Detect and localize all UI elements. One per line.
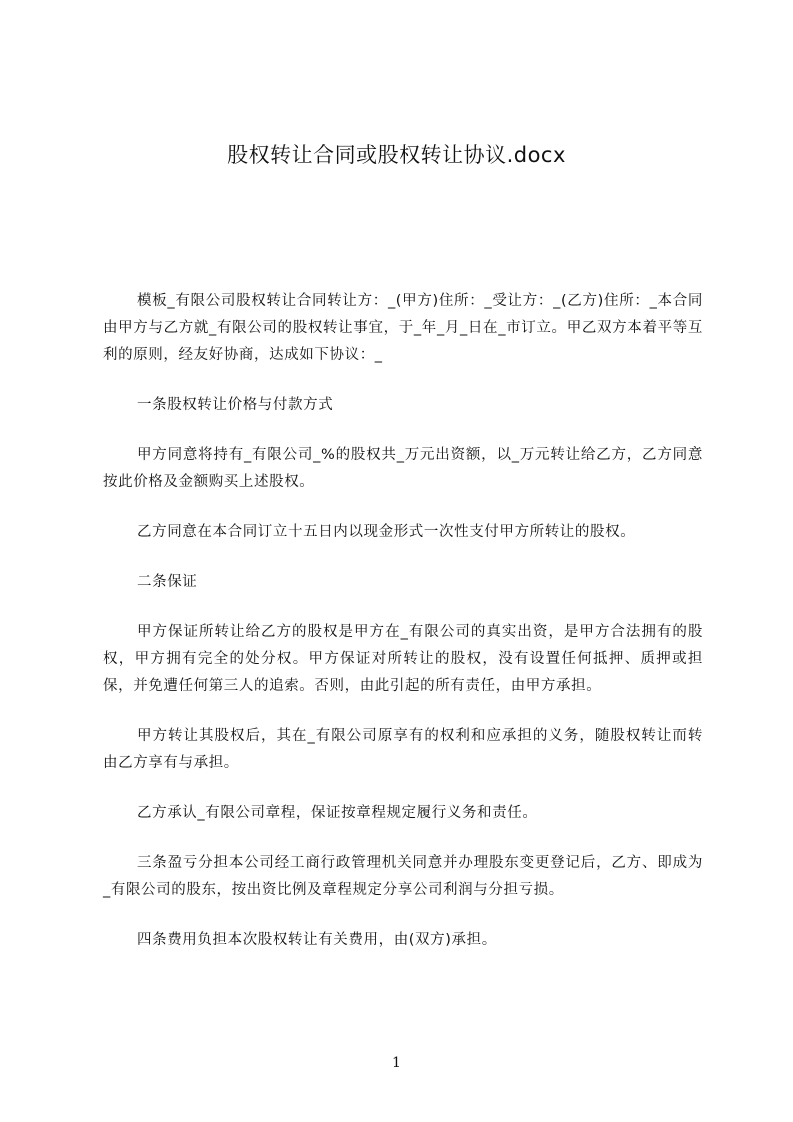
section-heading-1: 一条股权转让价格与付款方式: [137, 397, 334, 413]
paragraph-profit-loss: 三条盈亏分担本公司经工商行政管理机关同意并办理股东变更登记后，乙方、即成为_有限公司的股东，按出资比例及章程规定分享公司利润与分担亏损。: [103, 855, 703, 898]
paragraph-payment: 乙方同意在本合同订立十五日内以现金形式一次性支付甲方所转让的股权。: [137, 524, 636, 540]
paragraph-intro: 模板_有限公司股权转让合同转让方：_(甲方)住所：_受让方：_(乙方)住所：_本合同由甲方与乙方就_有限公司的股权转让事宜，于_年_月_日在_市订立。甲乙双方本着平等互利的原则，经友好协商，达成如下协议：_: [103, 293, 703, 363]
paragraph-fees: 四条费用负担本次股权转让有关费用，由(双方)承担。: [137, 932, 497, 948]
page-number: 1: [392, 1055, 401, 1071]
paragraph-price: 甲方同意将持有_有限公司_%的股权共_万元出资额，以_万元转让给乙方，乙方同意按此价格及金额购买上述股权。: [103, 447, 703, 490]
document-title: 股权转让合同或股权转让协议.docx: [227, 143, 566, 167]
paragraph-charter: 乙方承认_有限公司章程，保证按章程规定履行义务和责任。: [137, 805, 538, 821]
document-body: [103, 288, 703, 977]
paragraph-guarantee: 甲方保证所转让给乙方的股权是甲方在_有限公司的真实出资，是甲方合法拥有的股权，甲方拥有完全的处分权。甲方保证对所转让的股权，没有设置任何抵押、质押或担保，并免遭任何第三人的追索。否则，由此引起的所有责任，由甲方承担。: [103, 624, 703, 694]
paragraph-rights-transfer: 甲方转让其股权后，其在_有限公司原享有的权利和应承担的义务，随股权转让而转由乙方享有与承担。: [103, 728, 703, 771]
section-heading-2: 二条保证: [137, 574, 198, 590]
